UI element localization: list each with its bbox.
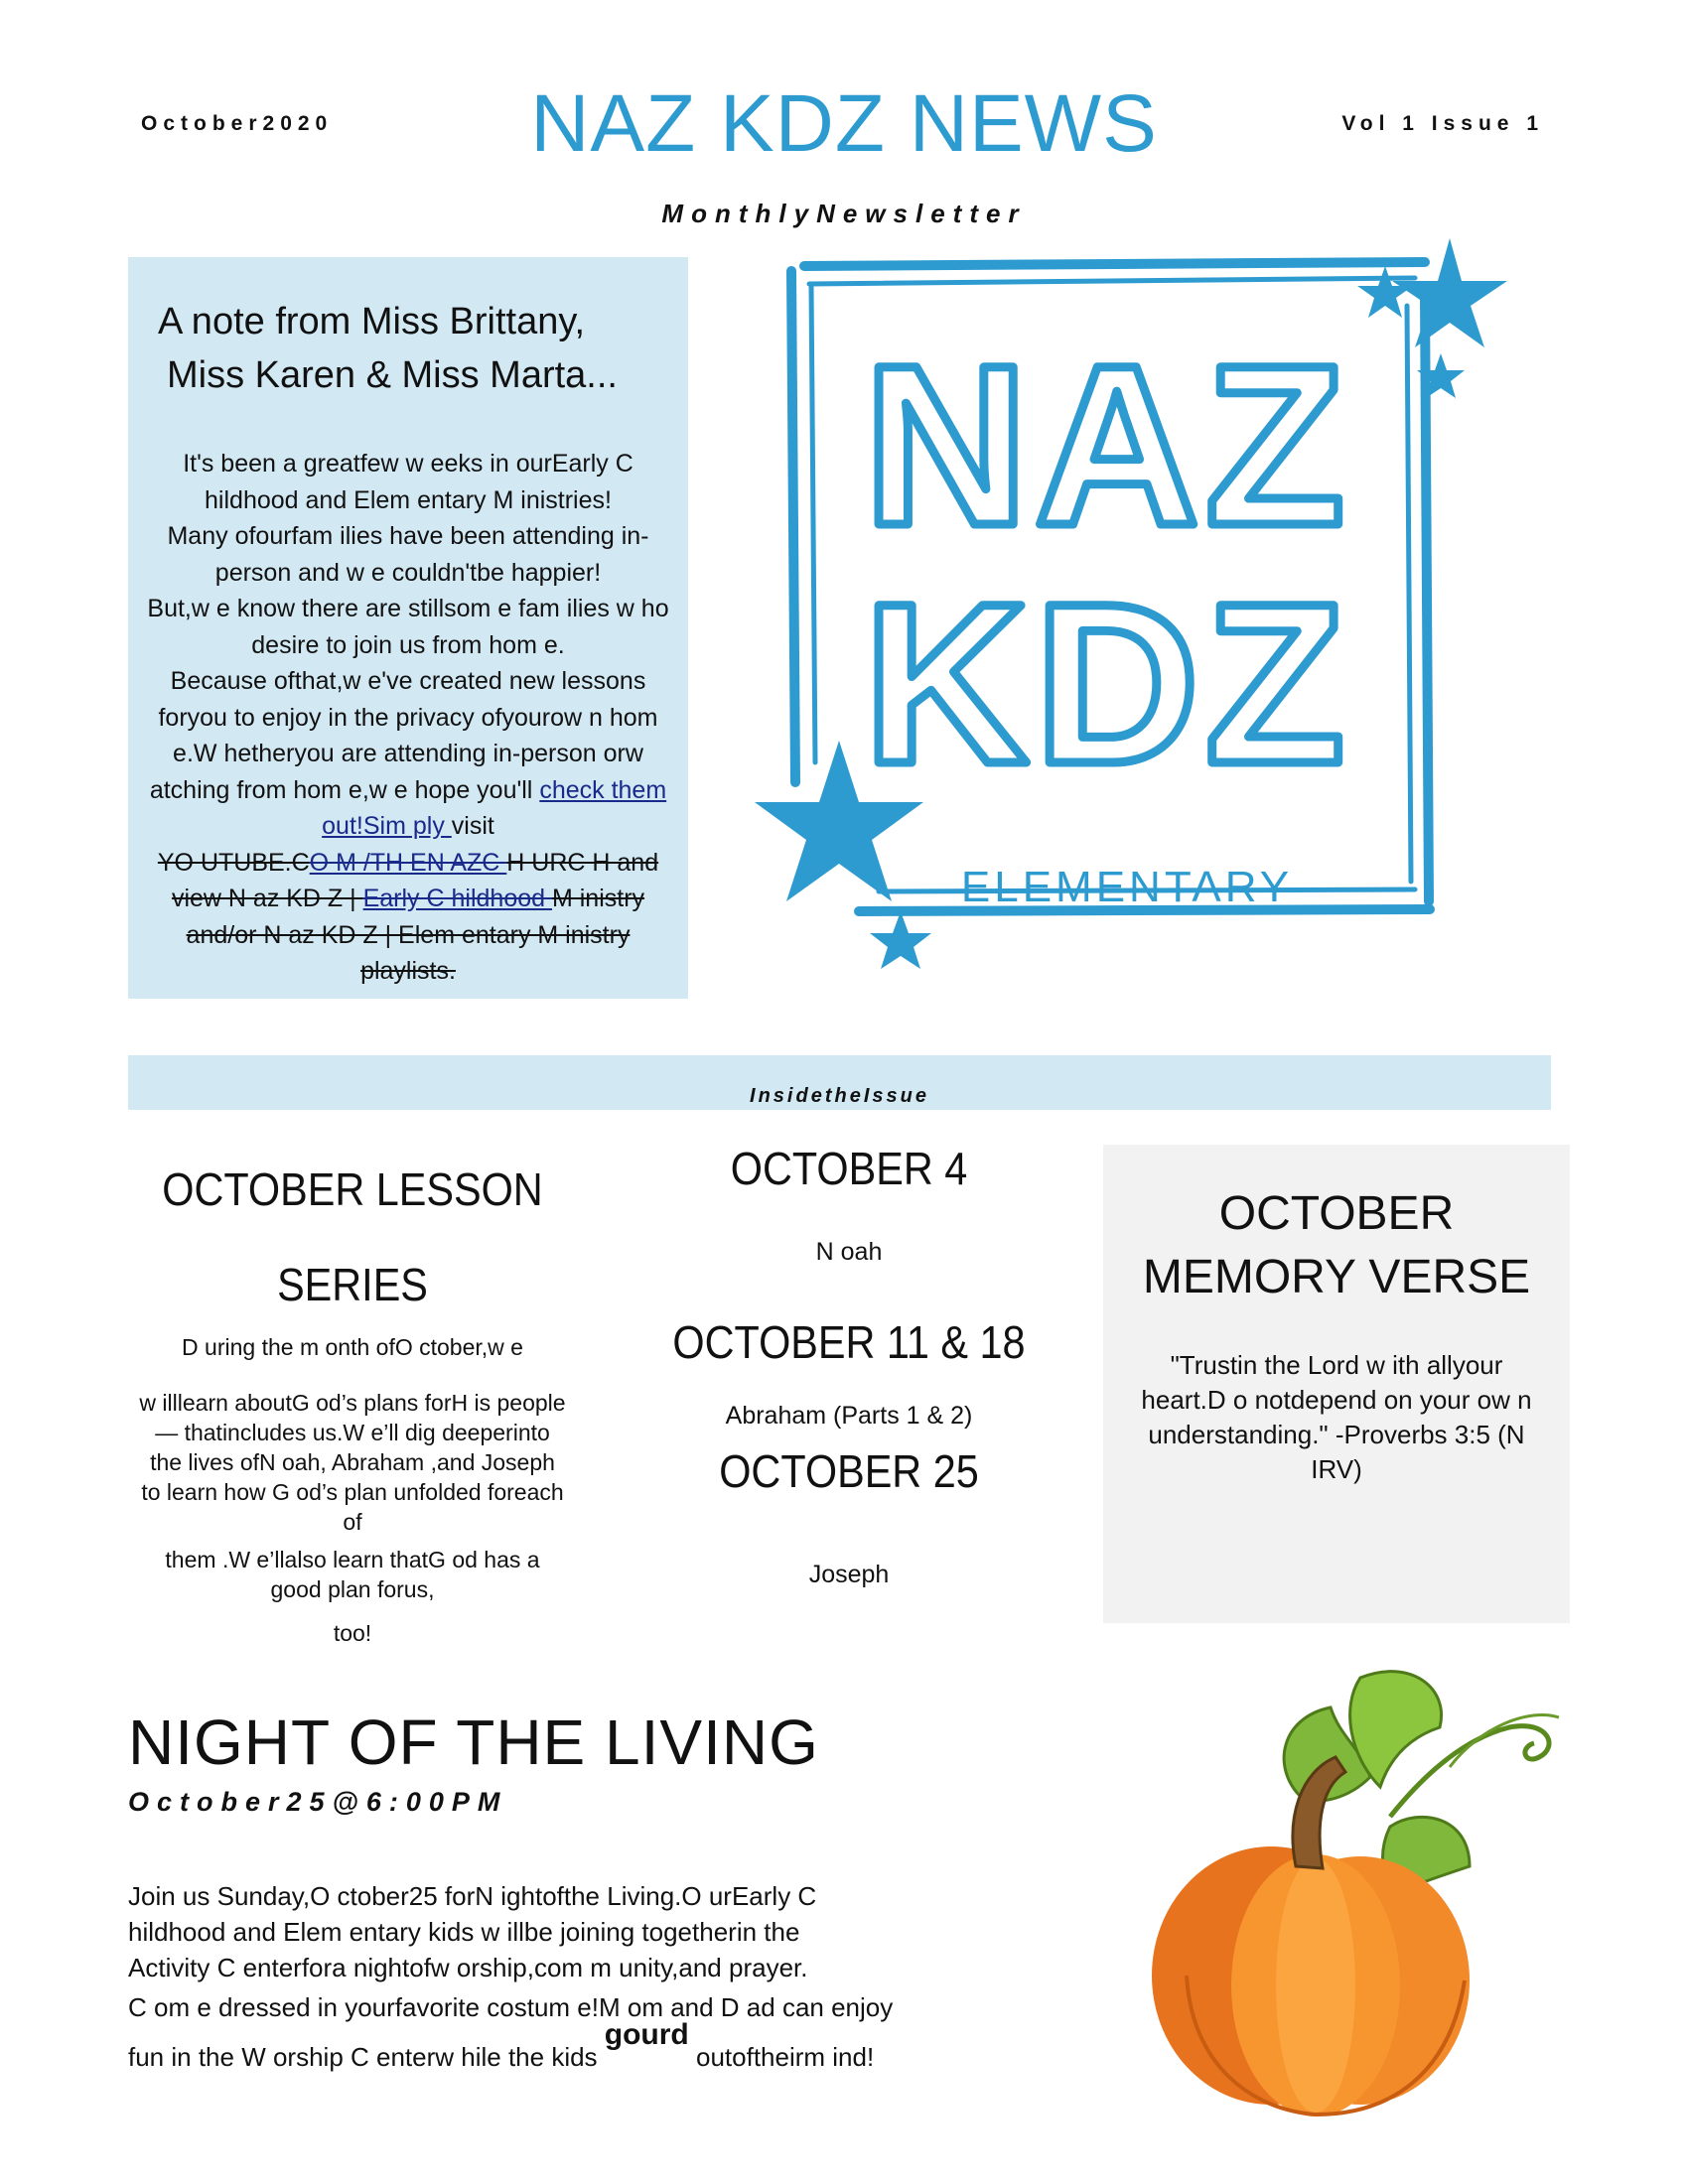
schedule-date-2: OCTOBER 11 & 18 (672, 1316, 1026, 1368)
event-line: Activity C enterfora nightofw orship,com m unity,and prayer. (128, 1953, 808, 1982)
youtube-channel-link[interactable]: O M /TH EN AZC (309, 848, 507, 877)
note-box (128, 257, 688, 999)
schedule-date-3: OCTOBER 25 (719, 1445, 979, 1497)
struck-text: M inistry and/or N az KD Z | Elem entary M inistry playlists. (186, 885, 645, 985)
naz-kdz-logo (730, 226, 1524, 1011)
schedule-topic-2: Abraham (Parts 1 & 2) (725, 1402, 973, 1430)
check-them-out-link[interactable]: check them out!Sim ply (322, 775, 667, 840)
lesson-series-heading-line2: SERIES (277, 1259, 428, 1310)
note-heading (158, 295, 654, 402)
logo-line3: ELEMENTARY (960, 863, 1294, 911)
issue-date: October2020 (141, 112, 334, 135)
newsletter-title: NAZ KDZ NEWS (530, 78, 1158, 169)
inside-this-issue-label: InsidetheIssue (750, 1085, 929, 1107)
memory-verse-title-line1: OCTOBER (1218, 1187, 1455, 1240)
newsletter-subtitle: MonthlyNewsletter (661, 199, 1027, 228)
note-heading-line2: Miss Karen & Miss Marta... (167, 354, 618, 396)
memory-verse-title-line2: MEMORY VERSE (1142, 1251, 1531, 1303)
schedule-topic-3: Joseph (808, 1561, 890, 1588)
event-text: fun in the W orship C enterw hile the kids (128, 2042, 605, 2072)
event-line (128, 2018, 982, 2075)
struck-text: H URC H and view N az KD Z | (171, 848, 659, 912)
note-paragraph: But,w e know there are stillsom e fam ilies w ho desire to join us from hom e. (147, 595, 669, 659)
event-description (128, 1878, 982, 2075)
struck-text: YO UTUBE.C (157, 848, 310, 877)
logo-line2: KDZ (863, 556, 1351, 811)
lesson-series-paragraph: w illlearn aboutG od’s plans forH is people— thatincludes us.W e’ll dig deeperinto the lives ofN oah, Abraham ,and Joseph to learn how G od’s plan unfolded foreach of (139, 1390, 566, 1535)
lesson-series-column (139, 1142, 566, 1648)
event-text: outoftheirm ind! (688, 2042, 875, 2072)
lesson-series-paragraph: D uring the m onth ofO ctober,w e (182, 1334, 523, 1360)
note-heading-line1: A note from Miss Brittany, (158, 301, 586, 342)
logo-line1: NAZ (863, 318, 1351, 573)
event-line: Join us Sunday,O ctober25 forN ightofthe Living.O urEarly C (128, 1881, 817, 1911)
gourd-word: gourd (604, 2018, 689, 2051)
early-childhood-link[interactable]: Early C hildhood (362, 885, 552, 912)
schedule-topic-1: N oah (815, 1238, 883, 1266)
schedule-date-1: OCTOBER 4 (730, 1143, 968, 1194)
pumpkin-image (1092, 1648, 1589, 2124)
lesson-series-paragraph: too! (333, 1620, 372, 1646)
memory-verse-text: "Trustin the Lord w ith allyour heart.D o notdepend on your ow n understanding." -Proverbs 3:5 (N IRV) (1141, 1350, 1532, 1484)
note-text: Because ofthat,w e've created new lessons foryou to enjoy in the privacy ofyourow n hom e.W hetheryou are attending in-person orw atching from hom e,w e hope you'll (149, 667, 658, 804)
event-line: hildhood and Elem entary kids w illbe joining togetherin the (128, 1917, 800, 1947)
event-line: C om e dressed in yourfavorite costum e!M om and D ad can enjoy (128, 1992, 894, 2022)
lesson-series-heading-line1: OCTOBER LESSON (162, 1163, 543, 1215)
note-body (140, 446, 676, 990)
issue-volume: Vol 1 Issue 1 (1341, 112, 1544, 135)
event-date: October25@6:00PM (128, 1787, 508, 1817)
note-paragraph: Many ofourfam ilies have been attending in-person and w e couldn'tbe happier! (167, 522, 649, 587)
event-title: NIGHT OF THE LIVING (128, 1706, 819, 1778)
memory-verse-title (1103, 1182, 1570, 1309)
memory-verse-box (1103, 1145, 1570, 1623)
inside-this-issue-bar (128, 1055, 1551, 1110)
note-paragraph (140, 663, 676, 845)
note-paragraph: It's been a greatfew w eeks in ourEarly C hildhood and Elem entary M inistries! (183, 450, 633, 514)
lesson-series-paragraph: them .W e’llalso learn thatG od has a good plan forus, (165, 1547, 540, 1602)
note-text: visit (451, 812, 494, 840)
note-paragraph-struck (140, 845, 676, 990)
